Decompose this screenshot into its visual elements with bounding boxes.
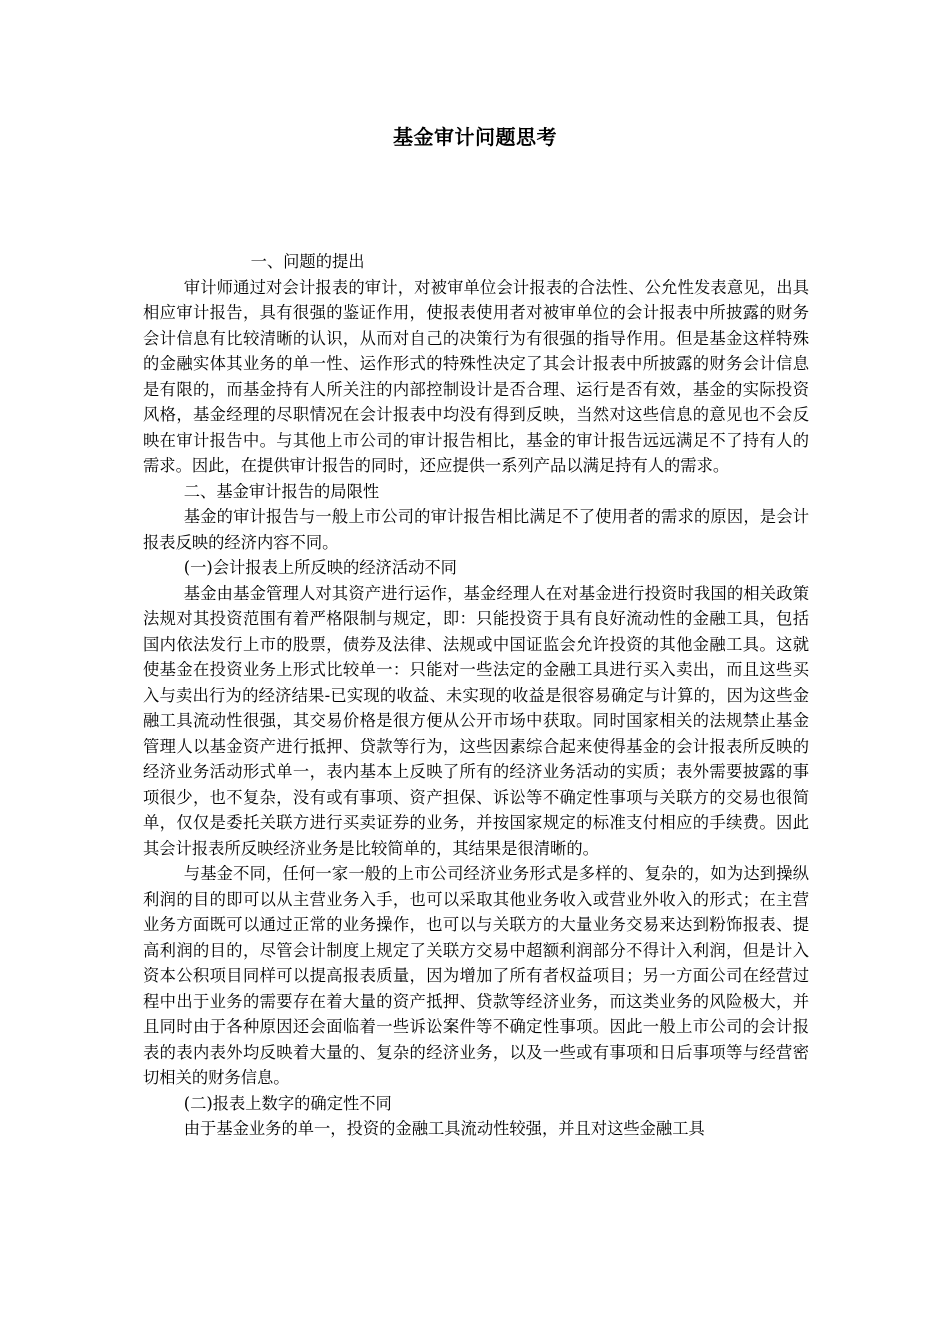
paragraph-1: 审计师通过对会计报表的审计，对被审单位会计报表的合法性、公允性发表意见，出具相应审计报告，具有很强的鉴证作用，使报表使用者对被审单位的会计报表中所披露的财务会计信息有比较清晰的认识，从而对自己的决策行为有很强的指导作用。但是基金这样特殊的金融实体其业务的单一性、运作形式的特殊性决定了其会计报表中所披露的财务会计信息是有限的，而基金持有人所关注的内部控制设计是否合理、运行是否有效，基金的实际投资风格，基金经理的尽职情况在会计报表中均没有得到反映，当然对这些信息的意见也不会反映在审计报告中。与其他上市公司的审计报告相比，基金的审计报告远远满足不了持有人的需求。因此，在提供审计报告的同时，还应提供一系列产品以满足持有人的需求。 [143,277,809,475]
paragraph-4: 与基金不同，任何一家一般的上市公司经济业务形式是多样的、复杂的，如为达到操纵利润的目的即可以从主营业务入手，也可以采取其他业务收入或营业外收入的形式；在主营业务方面既可以通过正常的业务操作，也可以与关联方的大量业务交易来达到粉饰报表、提高利润的目的，尽管会计制度上规定了关联方交易中超额利润部分不得计入利润，但是计入资本公积项目同样可以提高报表质量，因为增加了所有者权益项目；另一方面公司在经营过程中出于业务的需要存在着大量的资产抵押、贷款等经济业务，而这类业务的风险极大，并且同时由于各种原因还会面临着一些诉讼案件等不确定性事项。因此一般上市公司的会计报表的表内表外均反映着大量的、复杂的经济业务，以及一些或有事项和日后事项等与经营密切相关的财务信息。 [143,864,809,1087]
document-title: 基金审计问题思考 [393,125,557,149]
document-body [143,249,809,1142]
paragraph-5: 由于基金业务的单一，投资的金融工具流动性较强，并且对这些金融工具 [183,1119,705,1138]
section-heading-1: 一、问题的提出 [250,252,365,271]
paragraph-3: 基金由基金管理人对其资产进行运作，基金经理人在对基金进行投资时我国的相关政策法规对其投资范围有着严格限制与规定，即：只能投资于具有良好流动性的金融工具，包括国内依法发行上市的股票，债券及法律、法规或中国证监会允许投资的其他金融工具。这就使基金在投资业务上形式比较单一：只能对一些法定的金融工具进行买入卖出，而且这些买入与卖出行为的经济结果-已实现的收益、未实现的收益是很容易确定与计算的，因为这些金融工具流动性很强，其交易价格是很方便从公开市场中获取。同时国家相关的法规禁止基金管理人以基金资产进行抵押、贷款等行为，这些因素综合起来使得基金的会计报表所反映的经济业务活动形式单一，表内基本上反映了所有的经济业务活动的实质；表外需要披露的事项很少，也不复杂，没有或有事项、资产担保、诉讼等不确定性事项与关联方的交易也很简单，仅仅是委托关联方进行买卖证券的业务，并按国家规定的标准支付相应的手续费。因此其会计报表所反映经济业务是比较简单的，其结果是很清晰的。 [143,583,809,858]
paragraph-2: 基金的审计报告与一般上市公司的审计报告相比满足不了使用者的需求的原因，是会计报表反映的经济内容不同。 [143,507,809,552]
subsection-heading-2: (二)报表上数字的确定性不同 [183,1093,392,1113]
section-heading-2: 二、基金审计报告的局限性 [183,481,380,501]
subsection-heading-1: (一)会计报表上所反映的经济活动不同 [183,558,457,577]
